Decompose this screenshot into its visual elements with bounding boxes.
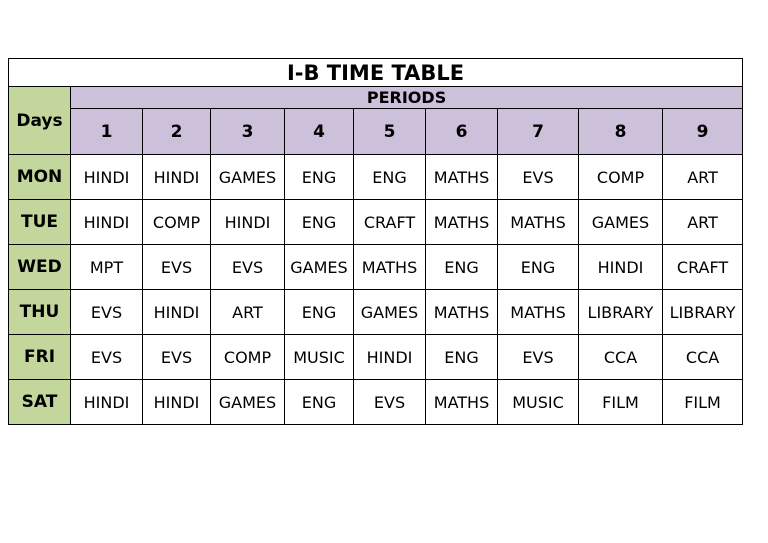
subject-cell: FILM — [663, 380, 743, 425]
subject-cell: FILM — [579, 380, 663, 425]
subject-cell: ART — [211, 290, 285, 335]
days-header: Days — [9, 87, 71, 155]
period-number: 6 — [426, 109, 498, 155]
subject-cell: EVS — [498, 335, 579, 380]
subject-cell: ENG — [498, 245, 579, 290]
subject-cell: HINDI — [143, 290, 211, 335]
period-numbers-row — [9, 109, 743, 155]
table-row — [9, 200, 743, 245]
period-number: 8 — [579, 109, 663, 155]
subject-cell: ENG — [285, 290, 354, 335]
period-number: 5 — [354, 109, 426, 155]
subject-cell: EVS — [71, 335, 143, 380]
table-row — [9, 155, 743, 200]
subject-cell: ENG — [285, 380, 354, 425]
subject-cell: MATHS — [426, 200, 498, 245]
subject-cell: MUSIC — [285, 335, 354, 380]
subject-cell: GAMES — [285, 245, 354, 290]
subject-cell: LIBRARY — [663, 290, 743, 335]
subject-cell: MATHS — [426, 155, 498, 200]
subject-cell: GAMES — [354, 290, 426, 335]
subject-cell: ENG — [285, 200, 354, 245]
table-row — [9, 380, 743, 425]
subject-cell: MATHS — [498, 290, 579, 335]
subject-cell: EVS — [354, 380, 426, 425]
subject-cell: ENG — [354, 155, 426, 200]
title-row — [9, 59, 743, 87]
period-number: 9 — [663, 109, 743, 155]
period-number: 7 — [498, 109, 579, 155]
subject-cell: MATHS — [426, 380, 498, 425]
subject-cell: MATHS — [498, 200, 579, 245]
period-number: 2 — [143, 109, 211, 155]
subject-cell: COMP — [143, 200, 211, 245]
table-row — [9, 245, 743, 290]
subject-cell: LIBRARY — [579, 290, 663, 335]
periods-header: PERIODS — [71, 87, 743, 109]
subject-cell: ART — [663, 155, 743, 200]
subject-cell: ENG — [426, 335, 498, 380]
subject-cell: HINDI — [71, 200, 143, 245]
subject-cell: ENG — [426, 245, 498, 290]
subject-cell: HINDI — [211, 200, 285, 245]
day-label: WED — [9, 245, 71, 290]
table-row — [9, 335, 743, 380]
subject-cell: CCA — [579, 335, 663, 380]
day-label: SAT — [9, 380, 71, 425]
subject-cell: GAMES — [579, 200, 663, 245]
subject-cell: MATHS — [354, 245, 426, 290]
subject-cell: MATHS — [426, 290, 498, 335]
day-label: MON — [9, 155, 71, 200]
subject-cell: GAMES — [211, 380, 285, 425]
subject-cell: EVS — [143, 245, 211, 290]
timetable-title: I-B TIME TABLE — [9, 59, 743, 87]
subject-cell: EVS — [211, 245, 285, 290]
subject-cell: CRAFT — [663, 245, 743, 290]
day-label: TUE — [9, 200, 71, 245]
subject-cell: MPT — [71, 245, 143, 290]
subject-cell: GAMES — [211, 155, 285, 200]
subject-cell: HINDI — [143, 380, 211, 425]
timetable — [8, 58, 743, 425]
day-label: FRI — [9, 335, 71, 380]
day-label: THU — [9, 290, 71, 335]
subject-cell: EVS — [71, 290, 143, 335]
table-row — [9, 290, 743, 335]
subject-cell: COMP — [579, 155, 663, 200]
subject-cell: COMP — [211, 335, 285, 380]
subject-cell: ENG — [285, 155, 354, 200]
subject-cell: MUSIC — [498, 380, 579, 425]
period-number: 4 — [285, 109, 354, 155]
subject-cell: ART — [663, 200, 743, 245]
subject-cell: HINDI — [143, 155, 211, 200]
periods-header-row — [9, 87, 743, 109]
subject-cell: EVS — [143, 335, 211, 380]
subject-cell: HINDI — [579, 245, 663, 290]
subject-cell: CCA — [663, 335, 743, 380]
subject-cell: HINDI — [71, 155, 143, 200]
period-number: 3 — [211, 109, 285, 155]
subject-cell: EVS — [498, 155, 579, 200]
period-number: 1 — [71, 109, 143, 155]
subject-cell: CRAFT — [354, 200, 426, 245]
subject-cell: HINDI — [71, 380, 143, 425]
subject-cell: HINDI — [354, 335, 426, 380]
